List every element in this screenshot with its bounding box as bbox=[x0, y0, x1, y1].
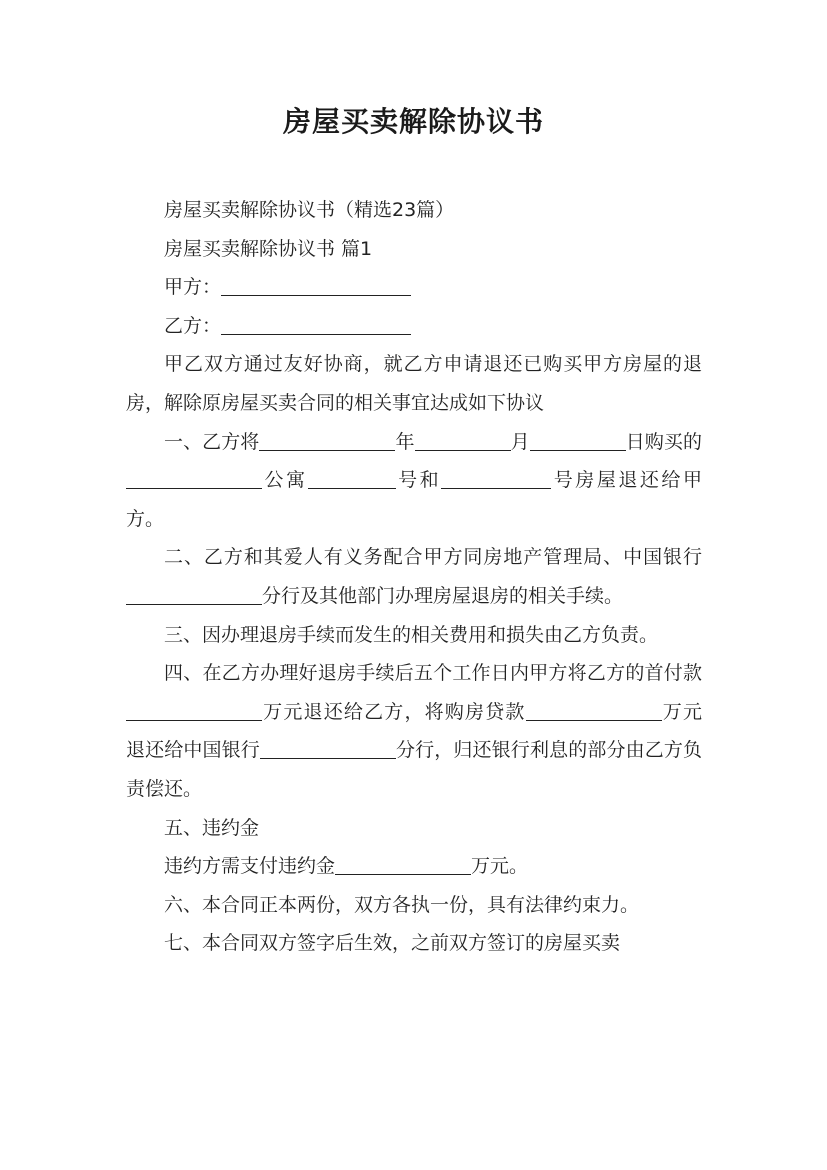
branch-blank-2 bbox=[260, 739, 396, 759]
clause-4-text-a: 四、在乙方办理好退房手续后五个工作日内甲方将乙方的首付款 bbox=[164, 662, 702, 685]
paragraph-preamble: 甲乙双方通过友好协商，就乙方申请退还已购买甲方房屋的退房，解除原房屋买卖合同的相关事宜达成如下协议 bbox=[126, 353, 702, 414]
paragraph-clause-6: 六、本合同正本两份，双方各执一份，具有法律约束力。 bbox=[164, 893, 640, 916]
clause-1-text-c: 月 bbox=[510, 430, 530, 453]
clause-2-text-a: 二、乙方和其爱人有义务配合甲方同房地产管理局、中国银行 bbox=[164, 546, 702, 569]
paragraph-penalty bbox=[126, 847, 702, 886]
party-a-label: 甲方： bbox=[164, 276, 222, 299]
branch-blank-1 bbox=[126, 585, 262, 605]
paragraph-subtitle: 房屋买卖解除协议书（精选23篇） bbox=[164, 199, 455, 221]
paragraph-section-heading: 房屋买卖解除协议书 篇1 bbox=[164, 237, 373, 260]
down-payment-blank bbox=[126, 701, 262, 721]
clause-2-text-b: 分行及其他部门办理房屋退房的相关手续。 bbox=[262, 584, 624, 607]
clause-1-text-e: 公寓 bbox=[262, 469, 308, 492]
clause-4-text-b: 万元退还给乙方，将购房贷款 bbox=[262, 700, 526, 723]
party-b-label: 乙方： bbox=[164, 314, 222, 337]
party-a-blank bbox=[221, 276, 411, 296]
clause-1-text-d: 日购买的 bbox=[625, 430, 702, 453]
document-title: 房屋买卖解除协议书 bbox=[282, 105, 544, 138]
paragraph-clause-1 bbox=[126, 423, 702, 539]
document-body bbox=[126, 191, 702, 963]
loan-amount-blank bbox=[526, 701, 662, 721]
penalty-blank bbox=[335, 855, 471, 875]
clause-1-text-g: 号房屋退还给甲方。 bbox=[126, 469, 702, 530]
paragraph-party-a bbox=[126, 268, 702, 307]
clause-1-text-f: 号和 bbox=[395, 469, 442, 492]
clause-1-text-b: 年 bbox=[395, 430, 415, 453]
penalty-text-a: 违约方需支付违约金 bbox=[164, 855, 336, 878]
month-blank bbox=[415, 431, 511, 451]
year-blank bbox=[259, 431, 395, 451]
paragraph-clause-7: 七、本合同双方签字后生效，之前双方签订的房屋买卖 bbox=[164, 932, 621, 955]
paragraph-clause-4 bbox=[126, 654, 702, 808]
apartment-blank bbox=[126, 469, 262, 489]
paragraph-clause-2 bbox=[126, 538, 702, 615]
number-blank-1 bbox=[308, 469, 396, 489]
number-blank-2 bbox=[441, 469, 551, 489]
clause-4-text-d: 分行，归还银行利息的部分由乙方负责偿还。 bbox=[126, 739, 702, 800]
day-blank bbox=[530, 431, 626, 451]
paragraph-clause-5: 五、违约金 bbox=[164, 816, 260, 839]
paragraph-party-b bbox=[126, 307, 702, 346]
penalty-text-b: 万元。 bbox=[471, 855, 529, 878]
clause-4-text-c: 万元退还给中国银行 bbox=[126, 700, 702, 762]
paragraph-clause-3: 三、因办理退房手续而发生的相关费用和损失由乙方负责。 bbox=[164, 623, 659, 646]
party-b-blank bbox=[221, 315, 411, 335]
clause-1-text-a: 一、乙方将 bbox=[164, 430, 260, 453]
